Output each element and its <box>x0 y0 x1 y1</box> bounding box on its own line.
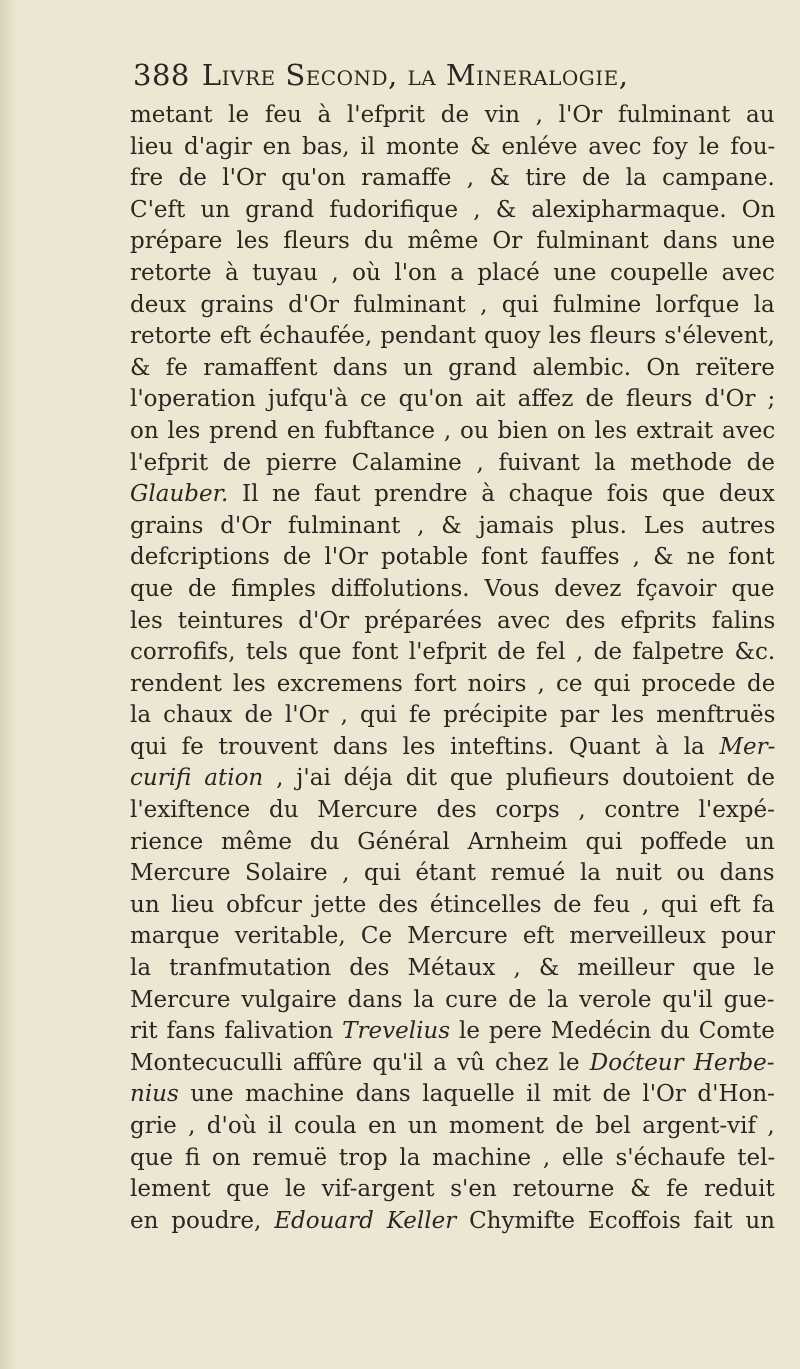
text-line <box>130 1174 775 1206</box>
italic-text-run: Glauber. <box>130 481 229 508</box>
text-line <box>130 353 775 385</box>
text-run: la tranfmutation des Métaux , & meilleur que le <box>130 955 775 982</box>
text-line <box>130 606 775 638</box>
text-line <box>130 1016 775 1048</box>
text-run: , j'ai déja dit que plufieurs doutoient de <box>263 765 775 792</box>
text-line <box>130 921 775 953</box>
text-run: Montecuculli affûre qu'il a vû chez le <box>130 1049 590 1076</box>
text-run: rendent les excremens fort noirs , ce qui procede de <box>130 670 775 697</box>
text-run: retorte eft échaufée, pendant quoy les fleurs s'élevent, <box>130 323 775 350</box>
text-run: un lieu obfcur jette des étincelles de feu , qui eft fa <box>130 891 775 918</box>
text-run: rience même du Général Arnheim qui poffede un <box>130 828 775 855</box>
text-line <box>130 858 775 890</box>
italic-text-run: Trevelius <box>342 1018 451 1045</box>
text-line <box>130 890 775 922</box>
text-run: qui fe trouvent dans les inteftins. Quant à la <box>130 733 720 760</box>
text-run: le pere Medécin du Comte <box>450 1018 775 1045</box>
text-line <box>130 163 775 195</box>
text-line <box>130 1111 775 1143</box>
text-line <box>130 827 775 859</box>
text-run: deux grains d'Or fulminant , qui fulmine lorfque la <box>130 291 775 318</box>
text-run: Mercure vulgaire dans la cure de la verole qu'il gue- <box>130 986 775 1013</box>
text-line <box>130 637 775 669</box>
text-run: l'exiftence du Mercure des corps , contre l'expé- <box>130 797 775 824</box>
text-run: & fe ramaffent dans un grand alembic. On reïtere <box>130 354 775 381</box>
text-line <box>130 985 775 1017</box>
text-run: Chymifte Ecoffois fait un <box>456 1207 775 1234</box>
text-run: grie , d'où il coula en un moment de bel argent-vif , <box>130 1113 775 1139</box>
body-text <box>130 100 775 1237</box>
text-run: l'operation jufqu'à ce qu'on ait affez de fleurs d'Or ; <box>130 386 775 413</box>
italic-text-run: nius <box>130 1081 179 1108</box>
text-line <box>130 1079 775 1111</box>
text-run: lement que le vif-argent s'en retourne & fe reduit <box>130 1176 775 1203</box>
text-run: marque veritable, Ce Mercure eft merveilleux pour <box>130 923 775 950</box>
text-run: corrofifs, tels que font l'efprit de fel , de falpetre &c. <box>130 639 775 666</box>
italic-text-run: Mer- <box>719 733 775 760</box>
text-run: fre de l'Or qu'on ramaffe , & tire de la campane. <box>130 165 775 192</box>
text-line <box>130 416 775 448</box>
text-line <box>130 321 775 353</box>
italic-text-run: Doćteur Herbe- <box>589 1049 775 1076</box>
page-gutter-shadow <box>0 0 16 1369</box>
text-line <box>130 732 775 764</box>
text-line <box>130 100 775 132</box>
text-run: on les prend en fubftance , ou bien on les extrait avec <box>130 417 775 444</box>
running-title: Livre Second, la Mineralogie, <box>201 58 629 92</box>
text-run: metant le feu à l'efprit de vin , l'Or fulminant au <box>130 102 775 128</box>
text-line <box>130 700 775 732</box>
text-line <box>130 290 775 322</box>
text-run: rit fans falivation <box>130 1018 343 1045</box>
text-run: que de fimples diffolutions. Vous devez fçavoir que <box>130 575 775 602</box>
text-line <box>130 511 775 543</box>
text-line <box>130 574 775 606</box>
text-run: defcriptions de l'Or potable font fauffes , & ne font <box>130 544 775 571</box>
text-line <box>130 795 775 827</box>
text-line <box>130 258 775 290</box>
text-line <box>130 953 775 985</box>
text-run: les teintures d'Or préparées avec des efprits falins <box>130 607 775 634</box>
text-run: en poudre, <box>130 1207 275 1234</box>
text-run: retorte à tuyau , où l'on a placé une coupelle avec <box>130 259 775 286</box>
text-line <box>130 195 775 227</box>
text-line <box>130 1206 775 1238</box>
text-run: Il ne faut prendre à chaque fois que deux <box>228 481 775 508</box>
text-run: une machine dans laquelle il mit de l'Or d'Hon- <box>178 1081 775 1108</box>
text-line <box>130 448 775 480</box>
text-run: C'eft un grand fudorifique , & alexipharmaque. On <box>130 196 775 223</box>
text-run: la chaux de l'Or , qui fe précipite par les menftruës <box>130 702 775 729</box>
italic-text-run: curifi ation <box>130 765 264 792</box>
text-run: que fi on remuë trop la machine , elle s'échaufe tel- <box>130 1144 775 1171</box>
text-line <box>130 1048 775 1080</box>
text-line <box>130 479 775 511</box>
text-line <box>130 669 775 701</box>
page-number: 388 <box>133 58 190 92</box>
text-run: prépare les fleurs du même Or fulminant dans une <box>130 228 775 255</box>
text-line <box>130 763 775 795</box>
italic-text-run: Edouard Keller <box>274 1207 457 1234</box>
running-head <box>133 58 773 92</box>
text-line <box>130 132 775 164</box>
text-line <box>130 1143 775 1175</box>
text-line <box>130 226 775 258</box>
text-run: Mercure Solaire , qui étant remué la nuit ou dans <box>130 860 775 887</box>
text-run: grains d'Or fulminant , & jamais plus. Les autres <box>130 512 775 539</box>
text-line <box>130 542 775 574</box>
text-run: l'efprit de pierre Calamine , fuivant la methode de <box>130 449 775 476</box>
text-run: lieu d'agir en bas, il monte & enléve avec foy le fou- <box>130 133 775 160</box>
text-line <box>130 384 775 416</box>
